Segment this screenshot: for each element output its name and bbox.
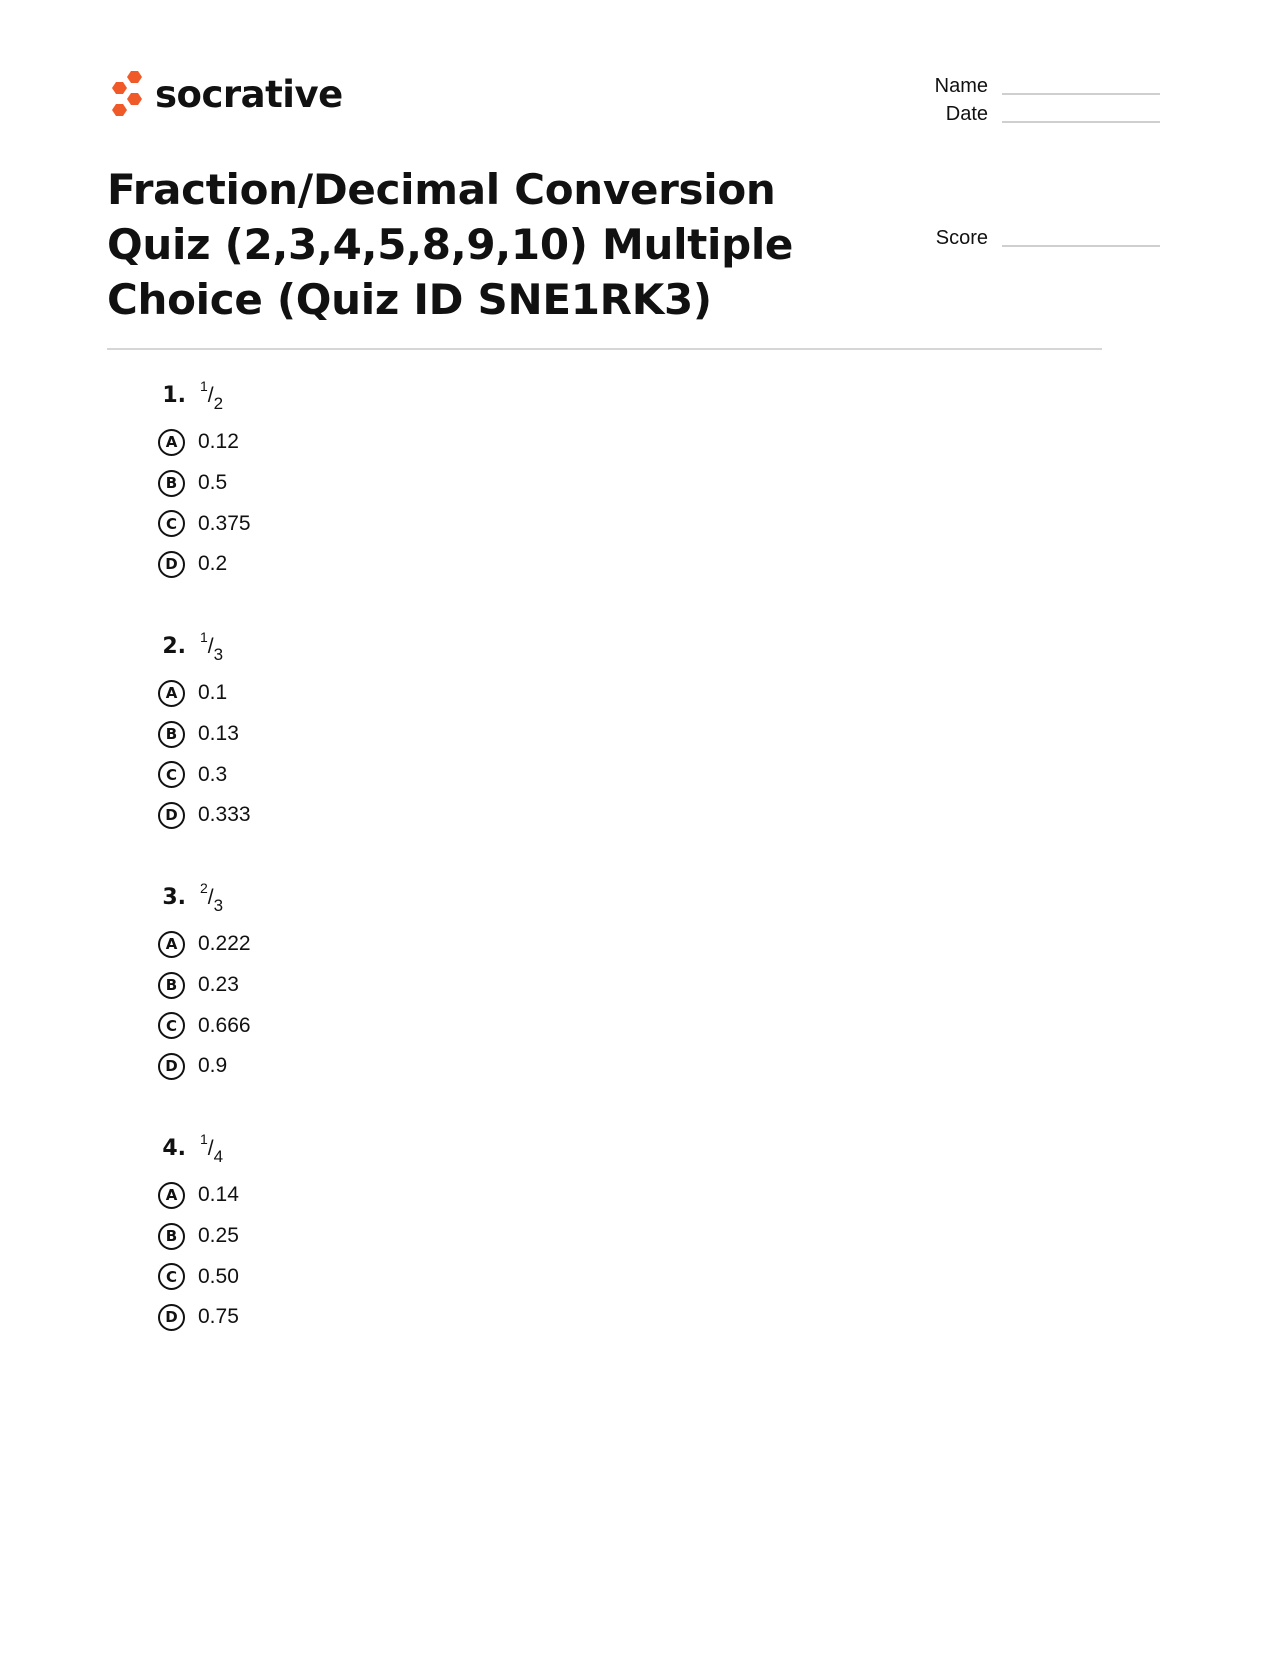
denominator: 2 (213, 394, 224, 414)
choice-text: 0.14 (198, 1183, 239, 1207)
choice-bubble[interactable]: C (158, 1263, 185, 1290)
choice-c[interactable] (158, 754, 251, 795)
question-1 (158, 380, 251, 631)
name-label: Name (934, 75, 988, 97)
name-field[interactable] (868, 74, 1160, 98)
choice-bubble[interactable]: C (158, 761, 185, 788)
choice-text: 0.12 (198, 430, 239, 454)
score-label: Score (935, 227, 988, 249)
choice-bubble[interactable]: A (158, 1182, 185, 1209)
choice-b[interactable] (158, 965, 251, 1006)
choice-bubble[interactable]: B (158, 972, 185, 999)
choice-b[interactable] (158, 463, 251, 504)
choice-text: 0.50 (198, 1264, 239, 1288)
choice-a[interactable] (158, 1175, 251, 1216)
choice-bubble[interactable]: D (158, 551, 185, 578)
hexagon-cluster-icon (107, 70, 145, 118)
choice-c[interactable] (158, 1256, 251, 1297)
choice-d[interactable] (158, 795, 251, 836)
fraction-slash: / (207, 886, 214, 909)
question-3 (158, 882, 251, 1133)
choice-text: 0.23 (198, 973, 239, 997)
question-number: 1. (162, 383, 186, 408)
date-field[interactable] (868, 102, 1160, 126)
numerator: 1 (200, 378, 208, 394)
choice-d[interactable] (158, 1046, 251, 1087)
choice-b[interactable] (158, 714, 251, 755)
choice-bubble[interactable]: C (158, 510, 185, 537)
score-field[interactable] (868, 226, 1160, 250)
choice-a[interactable] (158, 924, 251, 965)
question-fraction (200, 631, 223, 663)
choice-c[interactable] (158, 1005, 251, 1046)
question-fraction (200, 380, 223, 412)
choice-bubble[interactable]: B (158, 470, 185, 497)
question-2 (158, 631, 251, 882)
choice-text: 0.5 (198, 471, 228, 495)
choice-d[interactable] (158, 544, 251, 585)
choice-b[interactable] (158, 1216, 251, 1257)
choice-text: 0.666 (198, 1013, 251, 1037)
score-line[interactable] (1002, 245, 1160, 247)
choice-text: 0.222 (198, 932, 251, 956)
choice-a[interactable] (158, 422, 251, 463)
choice-text: 0.2 (198, 552, 228, 576)
choice-bubble[interactable]: D (158, 1304, 185, 1331)
choice-bubble[interactable]: C (158, 1012, 185, 1039)
choice-bubble[interactable]: B (158, 721, 185, 748)
question-header (158, 882, 251, 924)
date-line[interactable] (1002, 121, 1160, 123)
date-label: Date (945, 103, 988, 125)
fraction-slash: / (207, 384, 214, 407)
question-fraction (200, 1133, 223, 1165)
choice-text: 0.333 (198, 803, 251, 827)
question-header (158, 380, 251, 422)
choice-text: 0.9 (198, 1054, 228, 1078)
brand-name: socrative (155, 72, 343, 116)
choice-text: 0.75 (198, 1305, 239, 1329)
choice-bubble[interactable]: D (158, 1053, 185, 1080)
numerator: 1 (200, 629, 208, 645)
choice-text: 0.13 (198, 722, 239, 746)
question-header (158, 1133, 251, 1175)
choice-text: 0.3 (198, 762, 228, 786)
choice-c[interactable] (158, 503, 251, 544)
question-list (158, 380, 251, 1384)
question-header (158, 631, 251, 673)
fraction-slash: / (207, 635, 214, 658)
name-line[interactable] (1002, 93, 1160, 95)
choice-text: 0.1 (198, 681, 228, 705)
choice-d[interactable] (158, 1297, 251, 1338)
question-number: 2. (162, 634, 186, 659)
question-4 (158, 1133, 251, 1384)
header-divider (107, 348, 1102, 350)
choice-bubble[interactable]: D (158, 802, 185, 829)
quiz-title: Fraction/Decimal Conversion Quiz (2,3,4,5,8,9,10) Multiple Choice (Quiz ID SNE1RK3) (107, 165, 794, 324)
numerator: 1 (200, 1131, 208, 1147)
choice-text: 0.25 (198, 1224, 239, 1248)
numerator: 2 (200, 880, 208, 896)
question-number: 4. (162, 1136, 186, 1161)
choice-bubble[interactable]: A (158, 931, 185, 958)
question-number: 3. (162, 885, 186, 910)
choice-bubble[interactable]: A (158, 680, 185, 707)
question-fraction (200, 882, 223, 914)
denominator: 3 (213, 645, 224, 665)
denominator: 4 (213, 1147, 224, 1167)
choice-bubble[interactable]: B (158, 1223, 185, 1250)
choice-text: 0.375 (198, 511, 251, 535)
denominator: 3 (213, 896, 224, 916)
brand-logo (107, 70, 343, 118)
fraction-slash: / (207, 1137, 214, 1160)
choice-a[interactable] (158, 673, 251, 714)
choice-bubble[interactable]: A (158, 429, 185, 456)
